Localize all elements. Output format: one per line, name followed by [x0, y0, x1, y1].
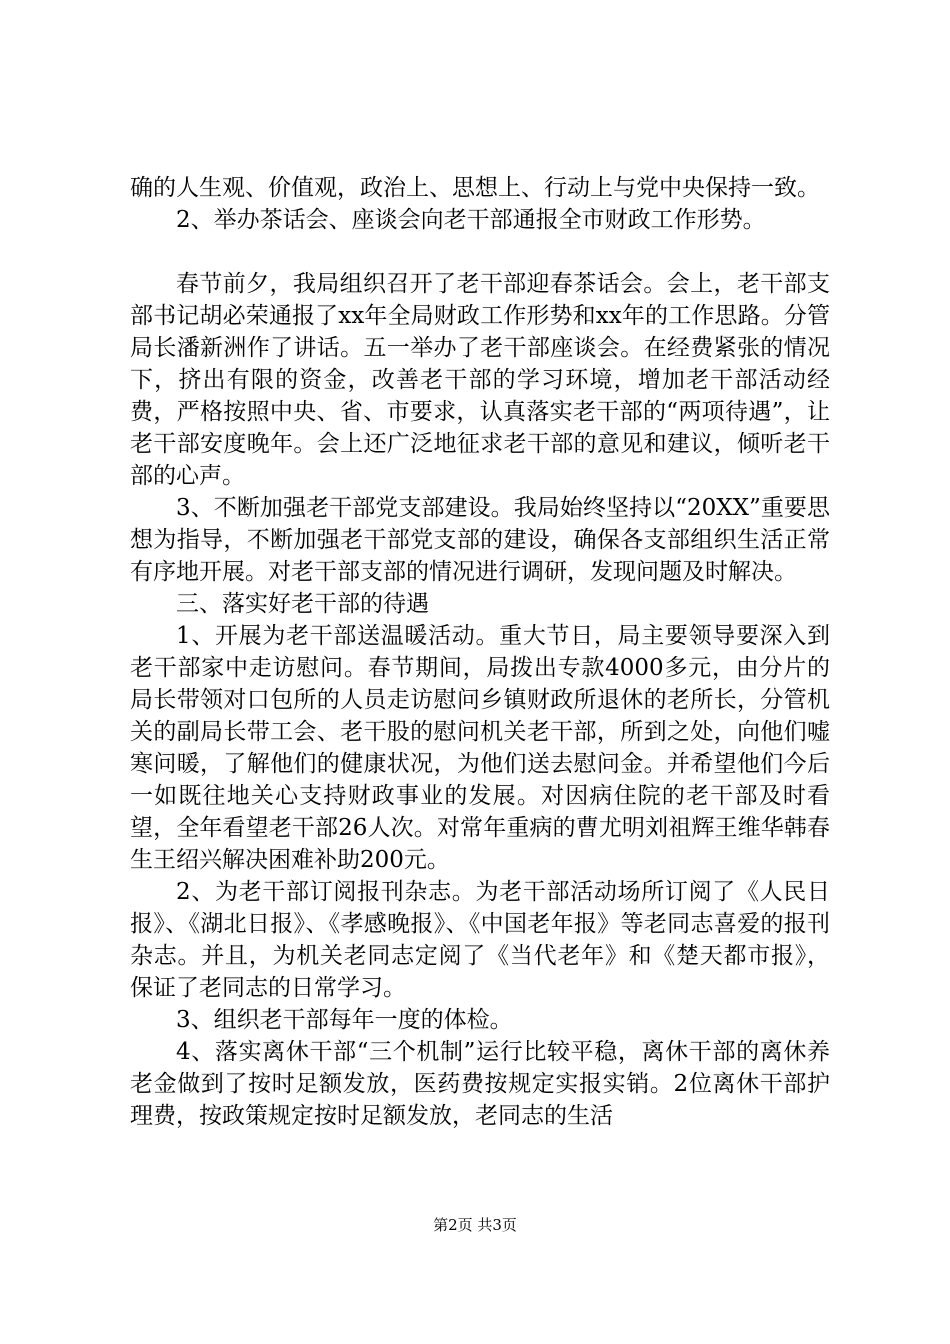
document-body [130, 172, 830, 1132]
paragraph-item-3-party-branch: 3、不断加强老干部党支部建设。我局始终坚持以“20XX”重要思想为指导，不断加强老干部党支部的建设，确保各支部组织生活正常有序地开展。对老干部支部的情况进行调研，发现问题及时解决。 [130, 495, 830, 585]
paragraph-spring-festival: 春节前夕，我局组织召开了老干部迎春茶话会。会上，老干部支部书记胡必荣通报了xx年全局财政工作形势和xx年的工作思路。分管局长潘新洲作了讲话。五一举办了老干部座谈会。在经费紧张的情况下，挤出有限的资金，改善老干部的学习环境，增加老干部活动经费，严格按照中央、省、市要求，认真落实老干部的“两项待遇”，让老干部安度晚年。会上还广泛地征求老干部的意见和建议，倾听老干部的心声。 [130, 271, 830, 489]
paragraph-item-3-checkup: 3、组织老干部每年一度的体检。 [176, 1007, 513, 1033]
section-heading-3: 三、落实好老干部的待遇 [176, 591, 429, 617]
paragraph-item-4-retirees: 4、落实离休干部“三个机制”运行比较平稳，离休干部的离休养老金做到了按时足额发放，医药费按规定实报实销。2位离休干部护理费，按政策规定按时足额发放，老同志的生活 [130, 1039, 830, 1129]
page-footer: 第2页 共3页 [433, 1216, 517, 1234]
paragraph-item-1-warmth: 1、开展为老干部送温暖活动。重大节日，局主要领导要深入到老干部家中走访慰问。春节期间，局拨出专款4000多元，由分片的局长带领对口包所的人员走访慰问乡镇财政所退休的老所长，分管机关的副局长带工会、老干股的慰问机关老干部，所到之处，向他们嘘寒问暖，了解他们的健康状况，为他们送去慰问金。并希望他们今后一如既往地关心支持财政事业的发展。对因病住院的老干部及时看望，全年看望老干部26人次。对常年重病的曹尤明刘祖辉王维华韩春生王绍兴解决困难补助200元。 [130, 623, 830, 873]
paragraph-item-2-tea-party: 2、举办茶话会、座谈会向老干部通报全市财政工作形势。 [176, 207, 766, 233]
paragraph-continuation: 确的人生观、价值观，政治上、思想上、行动上与党中央保持一致。 [130, 175, 820, 201]
paragraph-item-2-newspapers: 2、为老干部订阅报刊杂志。为老干部活动场所订阅了《人民日报》、《湖北日报》、《孝感晚报》、《中国老年报》等老同志喜爱的报刊杂志。并且，为机关老同志定阅了《当代老年》和《楚天都市报》，保证了老同志的日常学习。 [130, 879, 830, 1001]
